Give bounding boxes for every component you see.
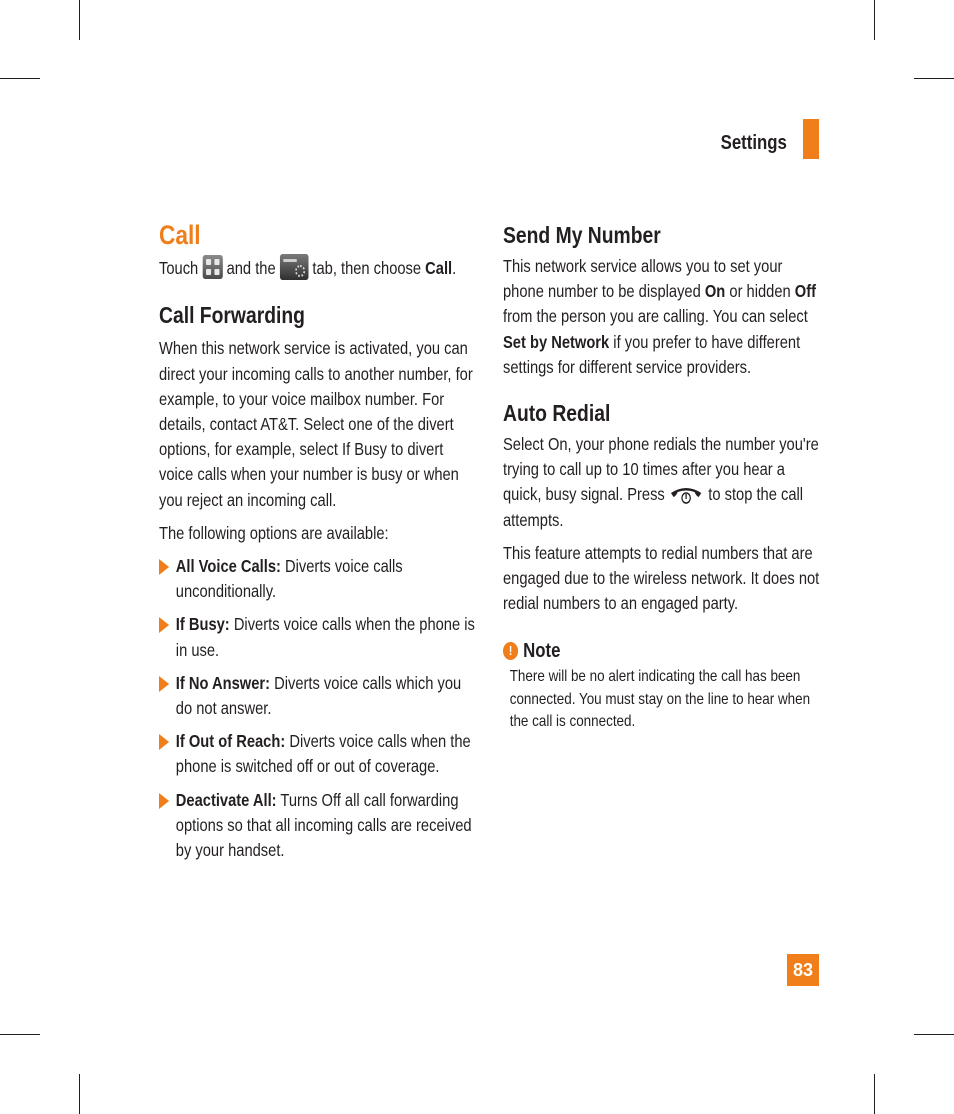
section-tab-marker xyxy=(803,119,819,159)
options-list xyxy=(159,554,482,863)
smn-text-1: This network service allows you to set your phone number to be displayed xyxy=(503,256,783,302)
page-title: Call xyxy=(159,220,201,250)
note-box xyxy=(503,638,826,734)
right-column xyxy=(503,220,823,734)
intro-text-1: Touch xyxy=(159,258,199,278)
crop-mark xyxy=(874,0,875,40)
auto-redial-paragraph-1 xyxy=(503,432,826,533)
options-intro: The following options are available: xyxy=(159,522,389,543)
smn-on-bold: On xyxy=(704,281,726,302)
option-text xyxy=(176,554,482,604)
ar-text-2: to stop the call attempts. xyxy=(503,484,804,530)
smn-text-3: from the person you are calling. You can select xyxy=(503,306,808,327)
section-header xyxy=(708,132,787,155)
send-my-number-paragraph xyxy=(503,254,826,380)
crop-mark xyxy=(914,78,954,79)
ar-text-1: Select On, your phone redials the number you're trying to call up to 10 times after you hear a quick, busy signal. Press xyxy=(503,434,819,505)
option-text xyxy=(176,612,482,662)
exclamation-icon: ! xyxy=(503,642,518,660)
intro-text-2: and the xyxy=(226,258,276,278)
note-title: Note xyxy=(523,640,561,663)
call-forwarding-heading: Call Forwarding xyxy=(159,302,305,329)
option-text xyxy=(176,671,482,721)
crop-mark xyxy=(0,78,40,79)
bullet-arrow-icon xyxy=(159,734,169,750)
bullet-arrow-icon xyxy=(159,793,169,809)
smn-off-bold: Off xyxy=(794,281,817,302)
end-call-key-icon xyxy=(669,483,704,505)
page-number: 83 xyxy=(787,954,819,986)
grid-menu-icon xyxy=(202,255,222,279)
crop-mark xyxy=(79,0,80,40)
option-label: If Busy: xyxy=(175,614,230,635)
option-description: Turns Off all call forwarding options so that all incoming calls are received by your handset. xyxy=(175,789,472,861)
option-label: All Voice Calls: xyxy=(175,556,281,576)
auto-redial-paragraph-2: This feature attempts to redial numbers that are engaged due to the wireless network. It does not redial numbers to an engaged party. xyxy=(503,542,820,614)
list-item xyxy=(159,788,482,864)
auto-redial-heading: Auto Redial xyxy=(503,400,611,427)
bullet-arrow-icon xyxy=(159,617,169,633)
option-label: Deactivate All: xyxy=(175,789,277,810)
left-column xyxy=(159,220,479,863)
option-description: Diverts voice calls which you do not answer. xyxy=(175,672,462,719)
list-item xyxy=(159,671,482,721)
intro-period: . xyxy=(452,258,457,278)
smn-set-by-network-bold: Set by Network xyxy=(503,331,610,352)
option-text xyxy=(176,788,482,864)
option-label: If Out of Reach: xyxy=(175,731,286,752)
crop-mark xyxy=(0,1034,40,1035)
option-text xyxy=(176,729,482,779)
option-label: If No Answer: xyxy=(175,672,270,693)
crop-mark xyxy=(874,1074,875,1114)
crop-mark xyxy=(914,1034,954,1035)
smn-text-2: or hidden xyxy=(729,281,791,302)
option-description: Diverts voice calls when the phone is switched off or out of coverage. xyxy=(175,731,471,777)
option-description: Diverts voice calls when the phone is in use. xyxy=(175,614,475,660)
list-item xyxy=(159,554,482,604)
crop-mark xyxy=(79,1074,80,1114)
bullet-arrow-icon xyxy=(159,559,169,575)
note-header xyxy=(503,638,826,664)
intro-call-bold: Call xyxy=(425,258,453,278)
intro-paragraph xyxy=(159,256,482,282)
send-my-number-heading: Send My Number xyxy=(503,222,661,248)
settings-tab-icon xyxy=(280,254,309,280)
section-header-label: Settings xyxy=(720,132,787,154)
smn-text-4: if you prefer to have different settings for different service providers. xyxy=(503,331,801,377)
left-column-content xyxy=(159,220,482,863)
note-text: There will be no alert indicating the call has been connected. You must stay on the line to hear when the call is connected. xyxy=(509,668,811,731)
bullet-arrow-icon xyxy=(159,676,169,692)
list-item xyxy=(159,729,482,779)
option-description: Diverts voice calls unconditionally. xyxy=(175,556,403,602)
list-item xyxy=(159,612,482,662)
right-column-content xyxy=(503,220,826,734)
intro-text-3: tab, then choose xyxy=(312,258,422,278)
call-forwarding-paragraph: When this network service is activated, you can direct your incoming calls to another number, for example, to your voice mailbox number. For details, contact AT&T. Select one of the divert options, for example, select If Busy to divert voice calls when your number is busy or when you reject an incoming call. xyxy=(159,338,473,510)
